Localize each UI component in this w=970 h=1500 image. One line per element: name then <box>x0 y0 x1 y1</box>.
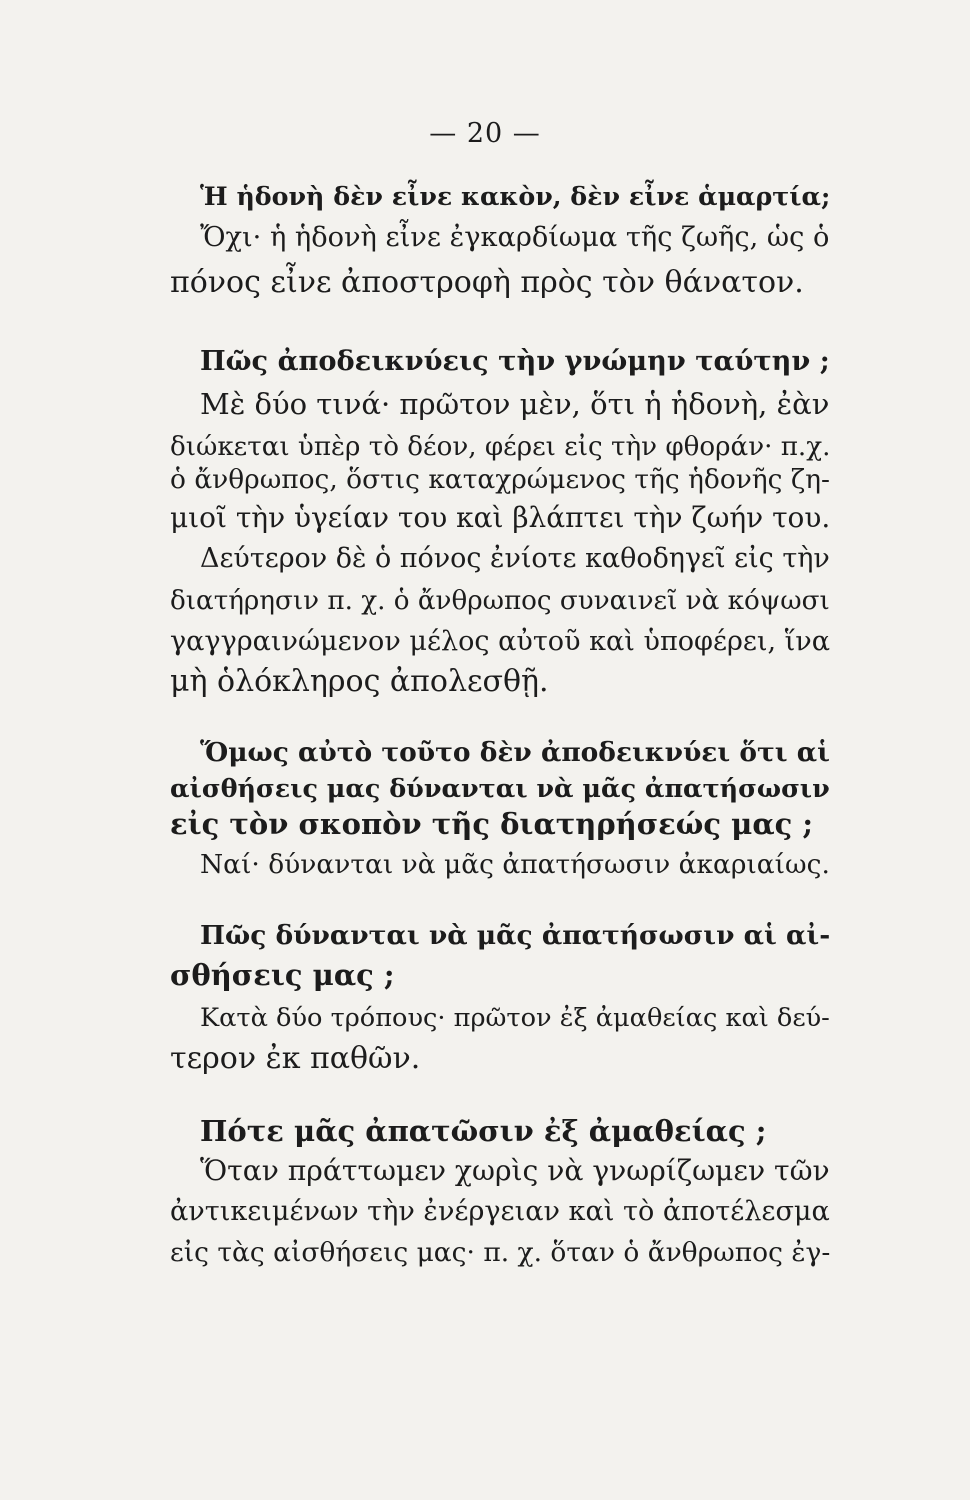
answer-line: διατήρησιν π. χ. ὁ ἄνθρωπος συναινεῖ νὰ κόψωσι <box>170 586 830 616</box>
answer-line: Κατὰ δύο τρόπους· πρῶτον ἐξ ἀμαθείας καὶ δεύ- <box>200 1003 830 1033</box>
answer-line: Ὅταν πράττωμεν χωρὶς νὰ γνωρίζωμεν τῶν <box>200 1154 830 1187</box>
answer-line: πόνος εἶνε ἀποστροφὴ πρὸς τὸν θάνατον. <box>170 265 804 300</box>
answer-line: εἰς τὰς αἰσθήσεις μας· π. χ. ὅταν ὁ ἄνθρωπος ἐγ- <box>170 1237 831 1268</box>
answer-line: Ὄχι· ἡ ἡδονὴ εἶνε ἐγκαρδίωμα τῆς ζωῆς, ὡς ὁ <box>200 222 830 253</box>
question-line: σθήσεις μας ; <box>170 958 395 992</box>
question-line: εἰς τὸν σκοπὸν τῆς διατηρήσεώς μας ; <box>170 807 814 841</box>
question-line: Ὅμως αὐτὸ τοῦτο δὲν ἀποδεικνύει ὅτι αἱ <box>200 737 830 768</box>
question-line: αἰσθήσεις μας δύνανται νὰ μᾶς ἀπατήσωσιν <box>170 773 830 803</box>
answer-line: ἀντικειμένων τὴν ἐνέργειαν καὶ τὸ ἀποτέλεσμα <box>170 1196 830 1227</box>
question-line: Πότε μᾶς ἀπατῶσιν ἐξ ἀμαθείας ; <box>200 1114 767 1148</box>
answer-line: τερον ἐκ παθῶν. <box>170 1041 421 1076</box>
answer-line: μιοῖ τὴν ὑγείαν του καὶ βλάπτει τὴν ζωήν του. <box>170 501 831 534</box>
answer-line: ὁ ἄνθρωπος, ὅστις καταχρώμενος τῆς ἡδονῆς ζη- <box>170 464 830 495</box>
answer-line: μὴ ὁλόκληρος ἀπολεσθῇ. <box>170 664 549 699</box>
answer-line: γαγγραινώμενον μέλος αὐτοῦ καὶ ὑποφέρει, ἵνα <box>170 626 830 657</box>
answer-line: Μὲ δύο τινά· πρῶτον μὲν, ὅτι ἡ ἡδονὴ, ἐὰν <box>200 387 830 421</box>
answer-line: διώκεται ὑπὲρ τὸ δέον, φέρει εἰς τὴν φθοράν· π.χ. <box>170 432 831 462</box>
question-line: Ἡ ἡδονὴ δὲν εἶνε κακὸν, δὲν εἶνε ἁμαρτία; <box>200 181 831 211</box>
answer-line: Δεύτερον δὲ ὁ πόνος ἐνίοτε καθοδηγεῖ εἰς τὴν <box>200 543 830 574</box>
question-line: Πῶς ἀποδεικνύεις τὴν γνώμην ταύτην ; <box>200 345 830 377</box>
page-number: — 20 — <box>429 118 541 149</box>
question-line: Πῶς δύνανται νὰ μᾶς ἀπατήσωσιν αἱ αἰ- <box>200 920 831 951</box>
answer-line: Ναί· δύνανται νὰ μᾶς ἀπατήσωσιν ἀκαριαίως. <box>200 849 830 880</box>
